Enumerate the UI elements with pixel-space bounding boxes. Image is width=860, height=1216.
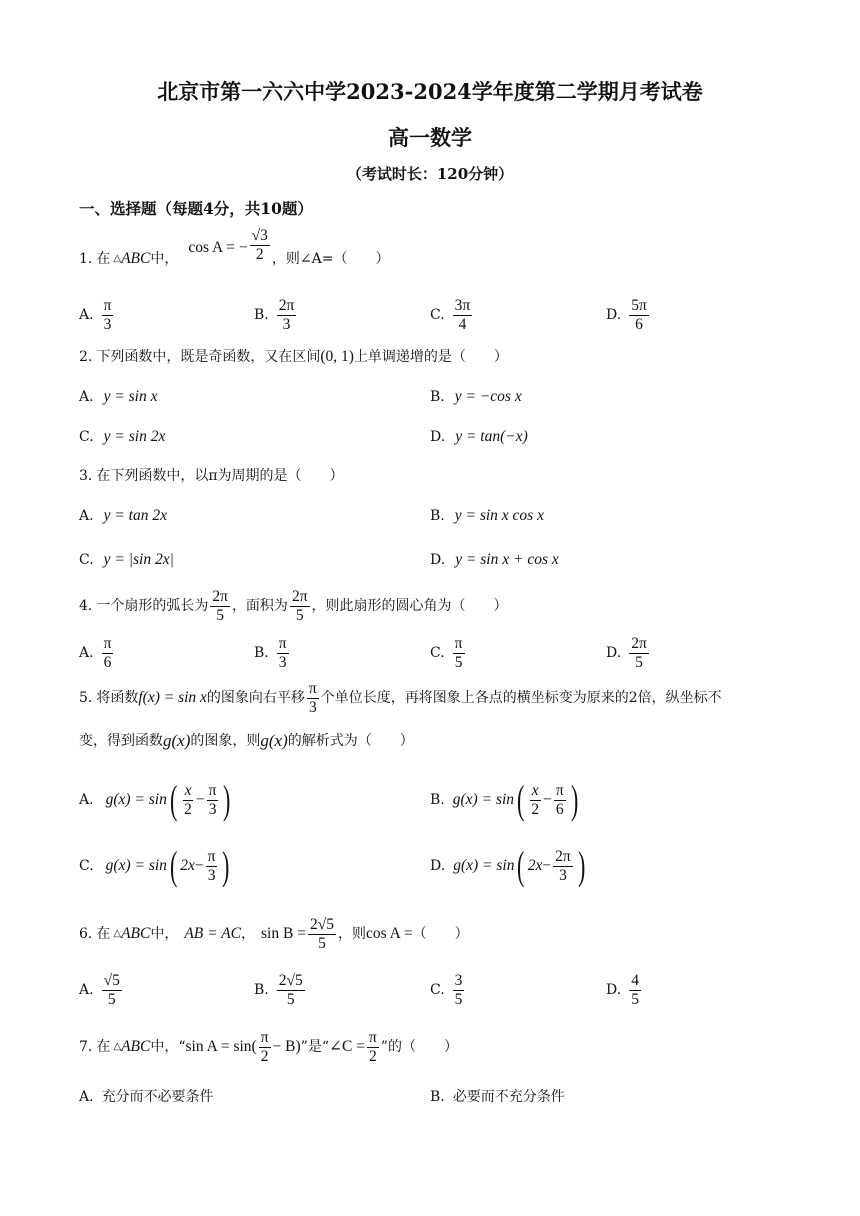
q3-option-c[interactable]: C. y = |sin 2x| xyxy=(79,551,174,568)
exam-duration: （考试时长：120分钟） xyxy=(346,165,514,183)
q5-option-c[interactable]: C. g(x) = sin ( 2x − $\frac{\pi}{3}$ ) xyxy=(79,843,230,888)
question-number: 6. xyxy=(79,926,93,942)
q7-option-a[interactable]: A. 充分而不必要条件 xyxy=(79,1089,214,1105)
q6-option-d[interactable]: D. $\frac{4}{5}$ xyxy=(606,971,639,1008)
question-6: 6. 在 △ ABC 中， AB = AC ， sin B = $\frac{2√5}{5}$ ，则 cos A = （ ） xyxy=(79,915,469,952)
q7-option-b[interactable]: B. 必要而不充分条件 xyxy=(430,1089,565,1105)
question-5: 5. 将函数 f(x) = sin x 的图象向右平移 $\frac{\pi}{3}$ 个单位长度，再将图象上各点的横坐标变为原来的2倍，纵坐标不 xyxy=(79,679,722,716)
question-1: 1. 在 △ ABC 中， cos A = − $\frac{√3}{2}$ ，则∠A=（ ） xyxy=(79,226,390,267)
q3-option-d[interactable]: D. y = sin x + cos x xyxy=(430,551,559,568)
triangle-icon: △ xyxy=(113,253,122,264)
question-2: 2. 下列函数中，既是奇函数，又在区间 (0, 1) 上单调递增的是（ ） xyxy=(79,348,508,365)
q4-option-c[interactable]: C. $\frac{\pi}{5}$ xyxy=(430,634,463,671)
q2-option-c[interactable]: C. y = sin 2x xyxy=(79,428,166,445)
question-number: 1. xyxy=(79,251,93,267)
q2-option-d[interactable]: D. y = tan(−x) xyxy=(430,428,528,445)
q3-option-a[interactable]: A. y = tan 2x xyxy=(79,507,167,524)
exam-title: 北京市第一六六中学2023-2024学年度第二学期月考试卷 xyxy=(157,79,703,104)
q6-option-b[interactable]: B. $\frac{2√5}{5}$ xyxy=(254,971,303,1008)
question-3: 3. 在下列函数中，以π为周期的是（ ） xyxy=(79,468,344,484)
question-4: 4. 一个扇形的弧长为 $\frac{2\pi}{5}$ ，面积为 $\frac{2\pi}{5}$ ，则此扇形的圆心角为（ ） xyxy=(79,587,508,624)
q3-option-b[interactable]: B. y = sin x cos x xyxy=(430,507,544,524)
q1-option-c[interactable]: C. $\frac{3\pi}{4}$ xyxy=(430,296,471,333)
subject-title: 高一数学 xyxy=(388,125,472,150)
question-5-line-2: 变，得到函数 g(x) 的图象，则 g(x) 的解析式为（ ） xyxy=(79,731,414,750)
q6-option-a[interactable]: A. $\frac{√5}{5}$ xyxy=(79,971,120,1008)
section-heading: 一、选择题（每题4分，共10题） xyxy=(79,199,313,218)
q4-option-a[interactable]: A. $\frac{\pi}{6}$ xyxy=(79,634,112,671)
question-number: 7. xyxy=(79,1039,93,1055)
q2-option-b[interactable]: B. y = −cos x xyxy=(430,388,522,405)
question-7: 7. 在 △ ABC 中，“ sin A = sin( $\frac{\pi}{2}$ − B) ”是“ ∠C = $\frac{\pi}{2}$ ”的（ ） xyxy=(79,1028,458,1065)
question-number: 5. xyxy=(79,690,93,706)
q1-option-d[interactable]: D. $\frac{5\pi}{6}$ xyxy=(606,296,647,333)
question-number: 3. xyxy=(79,468,93,484)
question-number: 4. xyxy=(79,598,93,614)
question-number: 2. xyxy=(79,349,93,365)
q4-option-b[interactable]: B. $\frac{\pi}{3}$ xyxy=(254,634,287,671)
q1-option-b[interactable]: B. $\frac{2\pi}{3}$ xyxy=(254,296,295,333)
q2-option-a[interactable]: A. y = sin x xyxy=(79,388,158,405)
triangle-icon: △ xyxy=(113,928,122,939)
q5-option-a[interactable]: A. g(x) = sin ( $\frac{x}{2}$ − $\frac{\pi}{3}$ ) xyxy=(79,777,231,822)
q6-option-c[interactable]: C. $\frac{3}{5}$ xyxy=(430,971,463,1008)
q1-option-a[interactable]: A. $\frac{\pi}{3}$ xyxy=(79,296,112,333)
q5-option-b[interactable]: B. g(x) = sin ( $\frac{x}{2}$ − $\frac{\pi}{6}$ ) xyxy=(430,777,579,822)
q5-option-d[interactable]: D. g(x) = sin ( 2x − $\frac{2\pi}{3}$ ) xyxy=(430,843,586,888)
triangle-icon: △ xyxy=(113,1041,122,1052)
q4-option-d[interactable]: D. $\frac{2\pi}{5}$ xyxy=(606,634,647,671)
